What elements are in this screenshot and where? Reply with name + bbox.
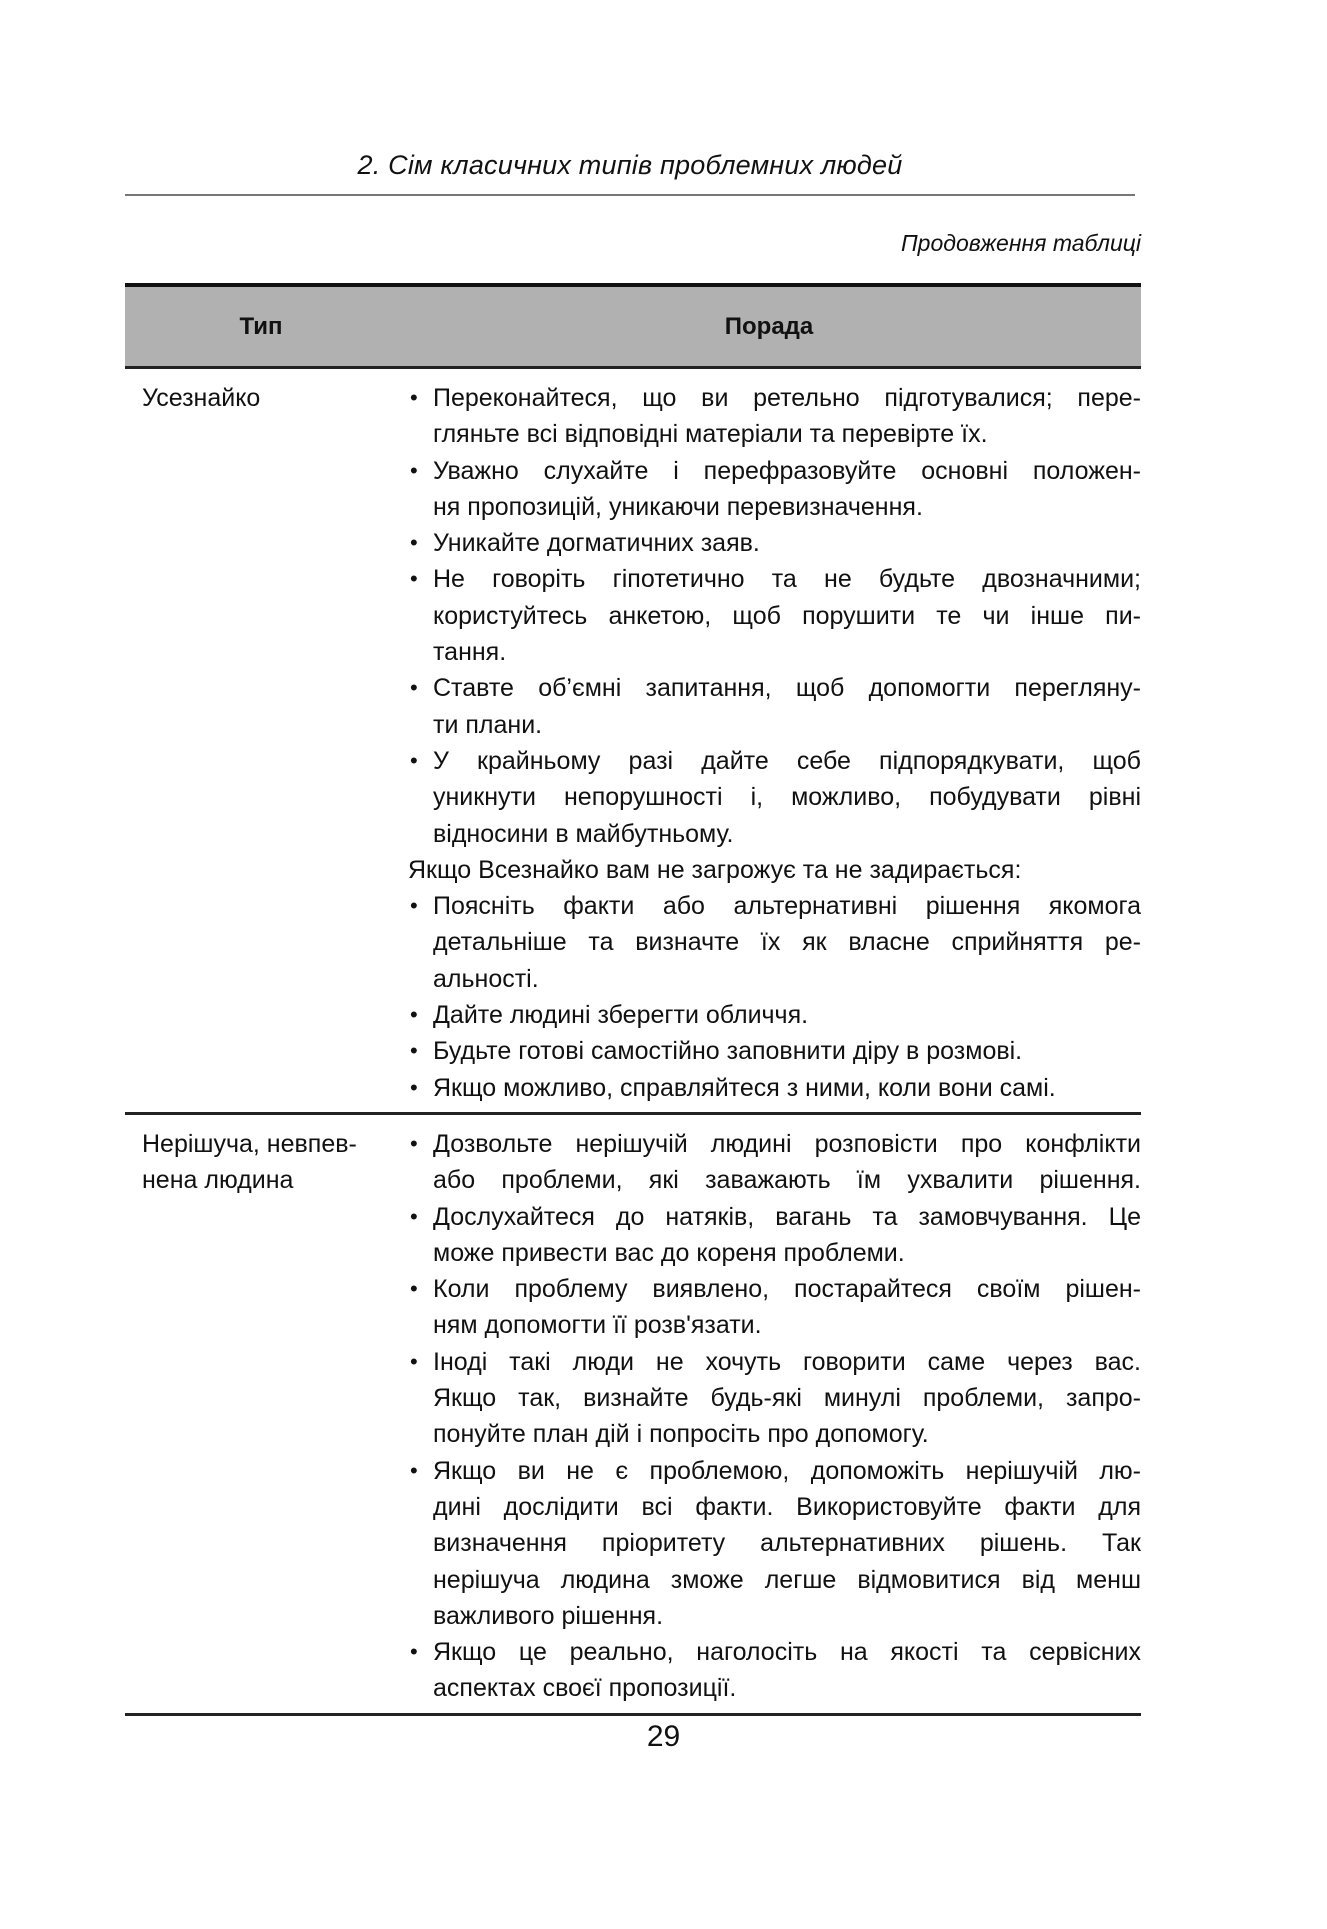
type-label-line: Нерішуча, невпев- xyxy=(142,1129,357,1158)
advice-bullet-item xyxy=(408,1199,1141,1235)
advice-text: тання. xyxy=(433,638,507,667)
page-number: 29 xyxy=(646,1720,681,1753)
advice-line xyxy=(408,1380,1141,1416)
type-label-line: Усезнайко xyxy=(142,384,261,412)
advice-line xyxy=(408,1162,1141,1198)
advice-text: Якщо ви не є проблемою, допоможіть нерішучій лю- xyxy=(433,1456,1141,1485)
bullet-icon: • xyxy=(410,1639,418,1665)
bullet-icon: • xyxy=(410,1348,418,1374)
advice-line xyxy=(408,961,1141,997)
advice-line xyxy=(408,416,1141,452)
table-header-row xyxy=(125,283,1141,369)
advice-line xyxy=(408,816,1141,852)
advice-table xyxy=(125,283,1141,1716)
advice-text: Уникайте догматичних заяв. xyxy=(433,529,760,558)
advice-text: Якщо так, визнайте будь-які минулі проблеми, запро- xyxy=(433,1384,1141,1413)
advice-line xyxy=(408,852,1141,888)
advice-text: визначення пріоритету альтернативних рішень. Так xyxy=(433,1529,1141,1558)
advice-bullet-item xyxy=(408,670,1141,706)
advice-bullet-item xyxy=(408,1271,1141,1307)
advice-line xyxy=(408,924,1141,960)
advice-cell xyxy=(397,380,1141,1106)
advice-text: відносини в майбутньому. xyxy=(433,819,734,848)
advice-text: дині дослідити всі факти. Використовуйте факти для xyxy=(433,1492,1141,1521)
column-header-advice: Порада xyxy=(724,312,814,340)
advice-bullet-item xyxy=(408,743,1141,779)
advice-text: Якщо Всезнайко вам не загрожує та не задирається: xyxy=(408,855,1022,884)
advice-bullet-item xyxy=(408,1453,1141,1489)
advice-text: Поясніть факти або альтернативні рішення якомога xyxy=(433,892,1141,921)
advice-text: У крайньому разі дайте себе підпорядкувати, щоб xyxy=(433,746,1141,775)
bullet-icon: • xyxy=(410,385,418,410)
running-title: 2. Сім класичних типів проблемних людей xyxy=(357,150,903,180)
advice-text: ням допомогти її розв'язати. xyxy=(433,1311,762,1340)
type-label-line: нена людина xyxy=(142,1166,294,1195)
bullet-icon: • xyxy=(410,1203,418,1229)
advice-line xyxy=(408,1489,1141,1525)
bullet-icon: • xyxy=(410,1457,418,1483)
advice-bullet-item xyxy=(408,997,1141,1033)
advice-text: Дослухайтеся до натяків, вагань та замовчування. Це xyxy=(433,1202,1141,1231)
advice-text: може привести вас до кореня проблеми. xyxy=(433,1238,905,1267)
advice-line xyxy=(408,1307,1141,1343)
type-cell xyxy=(125,1126,397,1707)
advice-text: альності. xyxy=(433,964,539,993)
bullet-icon: • xyxy=(410,747,418,773)
advice-text: понуйте план дій і попросіть про допомогу. xyxy=(433,1420,929,1449)
advice-line xyxy=(408,598,1141,634)
advice-bullet-item xyxy=(408,525,1141,561)
table-row xyxy=(125,369,1141,1115)
table-body xyxy=(125,369,1141,1716)
advice-bullet-item xyxy=(408,453,1141,489)
advice-bullet-item xyxy=(408,380,1141,416)
advice-text: Коли проблему виявлено, постарайтеся своїм рішен- xyxy=(433,1275,1141,1304)
bullet-icon: • xyxy=(410,1002,418,1028)
advice-bullet-item xyxy=(408,561,1141,597)
bullet-icon: • xyxy=(410,566,418,592)
bullet-icon: • xyxy=(410,1074,418,1100)
advice-text: аспектах своєї пропозиції. xyxy=(433,1674,737,1703)
advice-bullet-item xyxy=(408,1033,1141,1069)
advice-text: Дозвольте нерішучій людині розповісти про конфлікти xyxy=(433,1129,1141,1158)
bullet-icon: • xyxy=(410,893,418,919)
advice-text: користуйтесь анкетою, щоб порушити те чи інше пи- xyxy=(433,601,1141,630)
advice-text: Переконайтеся, що ви ретельно підготувалися; пере- xyxy=(433,384,1141,412)
advice-text: ти плани. xyxy=(433,710,543,739)
advice-line xyxy=(408,779,1141,815)
advice-bullet-item xyxy=(408,1070,1141,1106)
advice-line xyxy=(408,1562,1141,1598)
advice-line xyxy=(408,707,1141,743)
bullet-icon: • xyxy=(410,1130,418,1156)
bullet-icon: • xyxy=(410,675,418,701)
advice-text: Якщо можливо, справляйтеся з ними, коли вони самі. xyxy=(433,1073,1056,1102)
table-row xyxy=(125,1115,1141,1716)
advice-text: Не говоріть гіпотетично та не будьте двозначними; xyxy=(433,565,1141,594)
advice-line xyxy=(408,1525,1141,1561)
advice-bullet-item xyxy=(408,1126,1141,1162)
advice-line xyxy=(408,1235,1141,1271)
advice-line xyxy=(408,1598,1141,1634)
advice-text: Іноді такі люди не хочуть говорити саме через вас. xyxy=(433,1347,1141,1376)
bullet-icon: • xyxy=(410,1038,418,1064)
header-rule xyxy=(125,194,1135,196)
advice-text: Дайте людині зберегти обличчя. xyxy=(433,1001,809,1030)
advice-text: Уважно слухайте і перефразовуйте основні положен- xyxy=(433,456,1141,485)
advice-text: уникнути непорушності і, можливо, побудувати рівні xyxy=(433,783,1141,812)
advice-bullet-item xyxy=(408,1634,1141,1670)
advice-text: гляньте всі відповідні матеріали та перевірте їх. xyxy=(433,420,988,449)
advice-bullet-item xyxy=(408,888,1141,924)
advice-line xyxy=(408,1416,1141,1452)
advice-text: Ставте об’ємні запитання, щоб допомогти перегляну- xyxy=(433,674,1141,703)
advice-text: Якщо це реально, наголосіть на якості та сервісних xyxy=(433,1638,1141,1667)
type-cell xyxy=(125,380,397,1106)
advice-text: Будьте готові самостійно заповнити діру в розмові. xyxy=(433,1037,1023,1066)
advice-text: детальніше та визначте їх як власне сприйняття ре- xyxy=(433,928,1141,957)
table-continued-label: Продовження таблиці xyxy=(900,230,1141,256)
bullet-icon: • xyxy=(410,457,418,483)
advice-line xyxy=(408,489,1141,525)
bullet-icon: • xyxy=(410,530,418,556)
advice-text: або проблеми, які заважають їм ухвалити рішення. xyxy=(433,1166,1141,1195)
advice-line xyxy=(408,634,1141,670)
advice-text: важливого рішення. xyxy=(433,1601,664,1630)
bullet-icon: • xyxy=(410,1276,418,1302)
advice-text: ня пропозицій, уникаючи перевизначення. xyxy=(433,492,923,521)
advice-line xyxy=(408,1670,1141,1706)
advice-cell xyxy=(397,1126,1141,1707)
column-header-type: Тип xyxy=(239,312,283,340)
advice-bullet-item xyxy=(408,1344,1141,1380)
advice-text: нерішуча людина зможе легше відмовитися від менш xyxy=(433,1565,1141,1594)
